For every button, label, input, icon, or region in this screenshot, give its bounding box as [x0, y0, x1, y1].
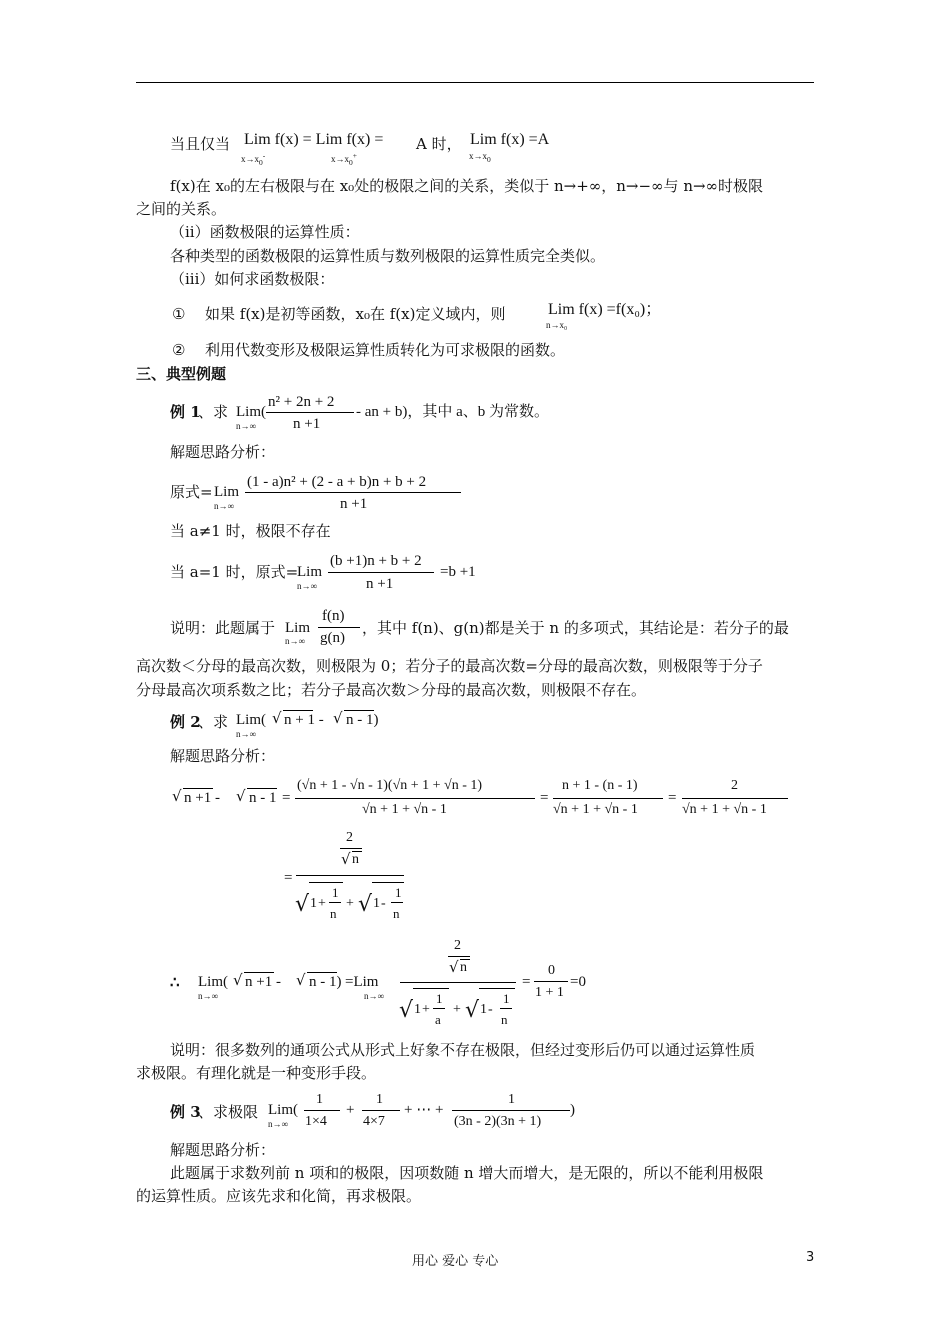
ex3-f3-num: 1 [508, 1092, 515, 1107]
equals-sign: = [668, 790, 677, 806]
ex2-one: 1 [480, 1002, 487, 1017]
para1-line1: f(x)在 x₀的左右极限与在 x₀处的极限之间的关系，类似于 n→+∞，n→−∞与 n→∞时极限 [170, 177, 764, 195]
ex1-case2-numerator: (b +1)n + b + 2 [330, 553, 422, 569]
ex2-n: n [330, 906, 337, 921]
note1-pre: 说明：此题属于 [170, 619, 276, 637]
fraction-bar [391, 902, 403, 903]
ex2-num1: (√n + 1 - √n - 1)(√n + 1 + √n - 1) [297, 778, 483, 793]
ex2-minus: - [488, 1002, 493, 1017]
ex1-orig-lim: Lim [214, 484, 239, 500]
note1-post: ，其中 f(n)、g(n)都是关于 n 的多项式，其结论是：若分子的最 [362, 619, 789, 637]
ex2-two: 2 [346, 830, 353, 845]
therefore-eq-lim: =Lim [345, 974, 379, 990]
fraction-bar [329, 902, 341, 903]
fraction-bar [295, 798, 535, 799]
ex2-one: 1 [373, 896, 380, 911]
sqrt-icon: √ [233, 971, 243, 989]
ex1-case2-lim: Lim [297, 564, 322, 580]
lim-subscript: n→∞ [297, 581, 317, 591]
fraction-bar [328, 572, 434, 573]
item1-number: ① [172, 305, 186, 323]
fraction-bar [296, 875, 404, 876]
ex3-text-line2: 的运算性质。应该先求和化简，再求极限。 [136, 1187, 422, 1205]
therefore-expr: n +1 - [245, 974, 281, 990]
example2-expr: n + 1 - [284, 712, 324, 728]
para1-line2: 之间的关系。 [136, 200, 227, 218]
fraction-bar [245, 492, 461, 493]
fraction-bar [500, 1008, 512, 1009]
ex2-one: 1 [310, 896, 317, 911]
example1-lim: Lim( [236, 404, 266, 420]
fraction-bar [553, 798, 663, 799]
section-ii-text: 各种类型的函数极限的运算性质与数列极限的运算性质完全类似。 [170, 247, 606, 265]
example1-denominator: n +1 [293, 416, 321, 432]
ex2-den2: √n + 1 + √n - 1 [553, 802, 638, 817]
sqrt-icon: √ [341, 850, 351, 868]
ex2-lhs2: n - 1 [249, 790, 277, 806]
equals-sign: = [282, 790, 291, 806]
therefore-den: 1 + 1 [535, 985, 564, 1000]
limit-right: Lim f(x) =A [470, 131, 550, 148]
therefore-zero: 0 [548, 963, 555, 978]
item1-subscript: n→x₀ [546, 320, 568, 330]
note1-line2: 高次数＜分母的最高次数，则极限为 0；若分子的最高次数=分母的最高次数，则极限等于分子 [136, 657, 763, 675]
equals-sign: = [522, 974, 531, 990]
ex2-num2: n + 1 - (n - 1) [562, 778, 638, 793]
ex2-num3: 2 [731, 778, 738, 793]
footer-motto: 用心 爱心 专心 [412, 1254, 499, 1269]
fraction-bar [534, 981, 568, 982]
ex2-plus: + [422, 1002, 430, 1017]
example2-label: 例 2 [170, 713, 201, 731]
item1-text: 如果 f(x)是初等函数，x₀在 f(x)定义域内，则 [205, 305, 506, 323]
fraction-bar [266, 412, 354, 413]
fraction-bar [304, 1110, 340, 1111]
note2-line2: 求极限。有理化就是一种变形手段。 [136, 1064, 377, 1082]
ex2-n: n [501, 1012, 508, 1027]
sqrt-icon: √ [272, 709, 282, 727]
example1-numerator: n² + 2n + 2 [268, 394, 335, 410]
header-rule [136, 82, 814, 83]
example1-ask: 、求 [198, 403, 229, 421]
sqrt-icon: √ [296, 971, 306, 989]
sqrt-icon: √ [399, 998, 414, 1023]
lim-subscript: n→∞ [268, 1119, 288, 1129]
example3-lim: Lim( [268, 1102, 298, 1118]
note2-line1: 说明：很多数列的通项公式从形式上好象不存在极限，但经过变形后仍可以通过运算性质 [170, 1041, 756, 1059]
A-when-text: A 时， [416, 135, 462, 153]
note1-lim: Lim [285, 620, 310, 636]
fraction-bar [452, 1110, 570, 1111]
ex2-one: 1 [395, 885, 402, 900]
ex3-f2-num: 1 [376, 1092, 383, 1107]
sqrt-icon: √ [449, 958, 459, 976]
ex3-f3-den: (3n - 2)(3n + 1) [454, 1114, 542, 1129]
therefore-lim: Lim( [198, 974, 228, 990]
page-number: 3 [806, 1250, 815, 1265]
item2-text: 利用代数变形及极限运算性质转化为可求极限的函数。 [205, 341, 566, 359]
ex1-case2-text: 当 a=1 时，原式= [170, 563, 299, 581]
note1-line3: 分母最高次项系数之比；若分子最高次数＞分母的最高次数，则极限不存在。 [136, 681, 647, 699]
lim-subscript: n→∞ [364, 991, 384, 1001]
ex1-case2-result: =b +1 [440, 564, 476, 580]
limit-subscript: $x\to x_0^+$ [331, 151, 357, 167]
limit-subscript: $x\to x_0^-$ [241, 151, 266, 167]
ex3-plus: + [346, 1102, 355, 1118]
note1-numerator: f(n) [322, 608, 345, 624]
ex2-one: 1 [436, 991, 443, 1006]
ex1-orig-label: 原式= [170, 483, 213, 501]
iff-text: 当且仅当 [170, 135, 231, 153]
sqrt-icon: √ [295, 892, 310, 917]
lim-subscript: n→∞ [198, 991, 218, 1001]
limit-subscript: $x\to x_0$ [469, 151, 491, 164]
sqrt-icon: √ [465, 998, 480, 1023]
lim-subscript: n→∞ [214, 501, 234, 511]
ex3-f1-den: 1×4 [305, 1114, 327, 1129]
sqrt-icon: √ [236, 787, 246, 805]
section-iii-heading: （iii）如何求函数极限： [170, 270, 335, 288]
ex2-two: 2 [454, 938, 461, 953]
ex1-orig-denominator: n +1 [340, 496, 368, 512]
analysis-label-2: 解题思路分析： [170, 747, 276, 765]
section-ii-heading: （ii）函数极限的运算性质： [170, 223, 360, 241]
ex2-sqrt-n: n [352, 852, 359, 867]
ex2-plus: + [318, 896, 326, 911]
sqrt-icon: √ [358, 892, 373, 917]
section3-heading: 三、典型例题 [136, 365, 227, 383]
therefore-icon: ∴ [170, 973, 180, 991]
example2-lim: Lim( [236, 712, 266, 728]
ex1-case2-denominator: n +1 [366, 576, 394, 592]
fraction-bar [400, 982, 516, 983]
ex2-minus: - [381, 896, 386, 911]
ex2-sqrt-n: n [460, 960, 467, 975]
example3-label: 例 3 [170, 1103, 201, 1121]
fraction-bar [433, 1008, 445, 1009]
example2-expr2: n - 1) [346, 712, 379, 728]
ex2-lhs: n +1 - [184, 790, 220, 806]
example2-ask: 、求 [198, 713, 229, 731]
item1-formula: Lim f(x) =f(x₀)； [548, 301, 662, 318]
equals-sign: = [284, 870, 293, 886]
therefore-result: =0 [570, 974, 586, 990]
ex1-orig-numerator: (1 - a)n² + (2 - a + b)n + b + 2 [247, 474, 427, 490]
item2-number: ② [172, 341, 186, 359]
ex2-n: n [393, 906, 400, 921]
example3-ask: 、求极限 [198, 1103, 259, 1121]
ex3-dots: + ⋯ + [404, 1102, 444, 1118]
ex2-den1: √n + 1 + √n - 1 [362, 802, 447, 817]
radical-bar [479, 988, 515, 989]
ex3-close: ) [570, 1102, 575, 1118]
ex2-one: 1 [332, 885, 339, 900]
radical-bar [413, 988, 449, 989]
ex2-one: 1 [414, 1002, 421, 1017]
limit-equality: Lim f(x) = Lim f(x) = [244, 131, 384, 148]
fraction-bar [362, 1110, 400, 1111]
ex3-text-line1: 此题属于求数列前 n 项和的极限，因项数随 n 增大而增大，是无限的，所以不能利用极限 [170, 1164, 764, 1182]
sqrt-icon: √ [333, 709, 343, 727]
equals-sign: = [540, 790, 549, 806]
ex3-f2-den: 4×7 [363, 1114, 385, 1129]
fraction-bar [682, 798, 788, 799]
ex1-case1: 当 a≠1 时，极限不存在 [170, 522, 331, 540]
example1-tail: - an + b)，其中 a、b 为常数。 [356, 404, 550, 420]
sqrt-icon: √ [172, 787, 182, 805]
therefore-expr2: n - 1) [309, 974, 342, 990]
example1-label: 例 1 [170, 403, 201, 421]
note1-denominator: g(n) [320, 630, 345, 646]
analysis-label: 解题思路分析： [170, 443, 276, 461]
therefore-a: a [435, 1012, 441, 1027]
ex2-plus: + [346, 896, 354, 911]
analysis-label-3: 解题思路分析： [170, 1141, 276, 1159]
ex3-f1-num: 1 [316, 1092, 323, 1107]
lim-subscript: n→∞ [285, 636, 305, 646]
lim-subscript: n→∞ [236, 421, 256, 431]
lim-subscript: n→∞ [236, 729, 256, 739]
ex2-den3: √n + 1 + √n - 1 [682, 802, 767, 817]
ex2-plus: + [453, 1002, 461, 1017]
ex2-one: 1 [503, 991, 510, 1006]
